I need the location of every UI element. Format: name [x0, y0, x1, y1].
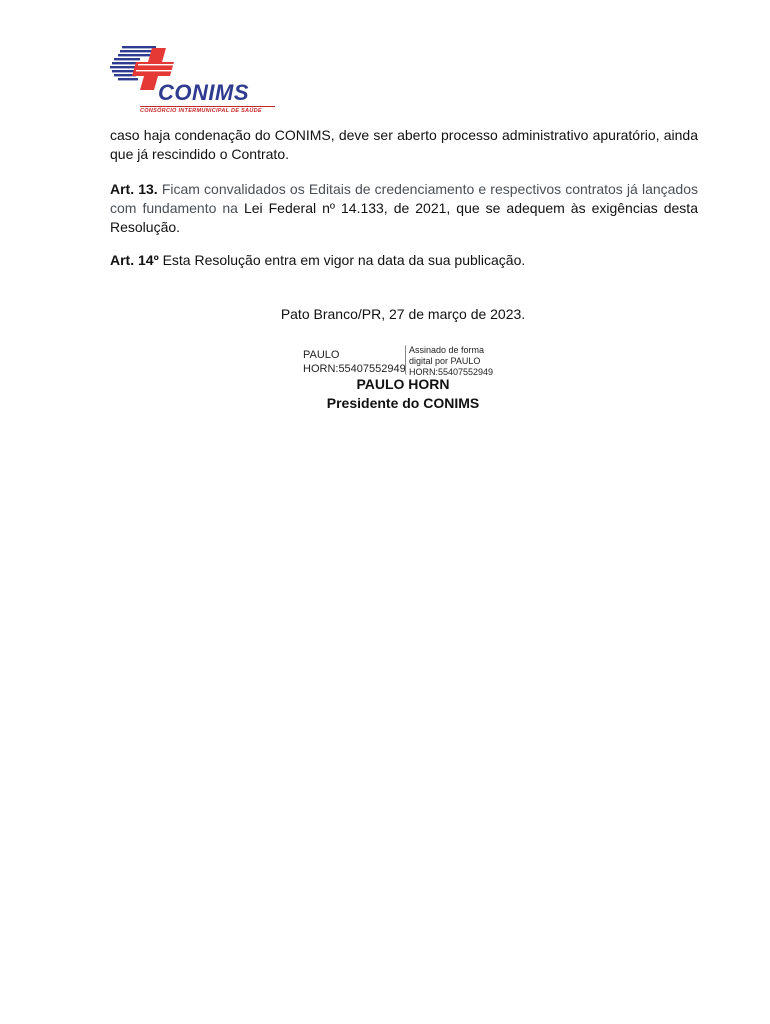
digital-signature-note-line3: HORN:55407552949	[409, 367, 494, 377]
digital-signature-note-line1: Assinado de forma	[409, 345, 485, 355]
digital-signature-note-line2: digital por PAULO	[409, 356, 481, 366]
digital-signature-note	[409, 345, 519, 378]
signer-role: Presidente do CONIMS	[326, 395, 480, 411]
article-13-text-a: Ficam convalidados os Editais de credenciamento e respectivos contratos já lançados com fundamento na	[110, 181, 698, 216]
article-14-label: Art. 14º	[110, 252, 159, 268]
paragraph-continuation: caso haja condenação do CONIMS, deve ser aberto processo administrativo apuratório, ainda que já rescindido o Contrato.	[110, 127, 698, 162]
logo-subtitle: CONSÓRCIO INTERMUNICIPAL DE SAÚDE	[140, 106, 275, 114]
digital-signature-name-line2: HORN:55407552949	[303, 363, 406, 375]
article-13-text-b: Lei Federal nº 14.133, de 2021, que se adequem às exigências desta Resolução.	[110, 200, 698, 235]
article-14-text: Esta Resolução entra em vigor na data da sua publicação.	[158, 252, 526, 268]
logo-wordmark: CONIMS	[158, 80, 249, 105]
signer-name: PAULO HORN	[356, 376, 450, 392]
article-14	[110, 251, 698, 270]
article-13	[110, 180, 698, 237]
digital-signature-name-line1: PAULO	[303, 349, 340, 361]
article-13-label: Art. 13.	[110, 181, 158, 197]
date-line: Pato Branco/PR, 27 de março de 2023.	[280, 306, 526, 322]
digital-signature-name	[303, 348, 406, 376]
conims-logo	[110, 44, 275, 116]
